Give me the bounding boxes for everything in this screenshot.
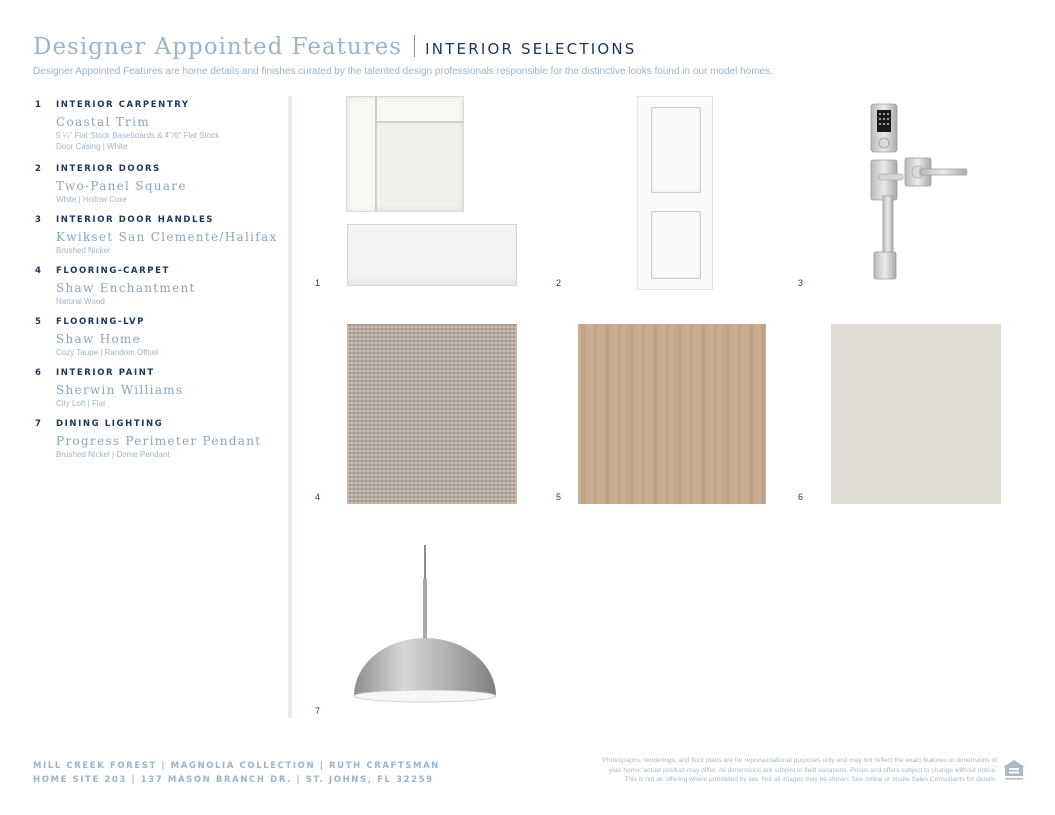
feature-name: Progress Perimeter Pendant — [56, 434, 262, 448]
address-line: HOME SITE 203 | 137 MASON BRANCH DR. | ST. JOHNS, FL 32259 — [33, 775, 434, 785]
feature-detail: Brushed Nickel | Dome Pendant — [56, 450, 170, 459]
community-line: MILL CREEK FOREST | MAGNOLIA COLLECTION | RUTH CRAFTSMAN — [33, 761, 440, 771]
trim-baseboard-swatch — [347, 224, 517, 286]
feature-number: 7 — [35, 419, 43, 429]
trim-corner-swatch — [346, 96, 464, 212]
feature-name: Sherwin Williams — [56, 383, 184, 397]
feature-item — [35, 215, 285, 256]
title-subtitle: INTERIOR SELECTIONS — [425, 40, 637, 58]
tile-number: 7 — [315, 706, 321, 716]
feature-category: DINING LIGHTING — [56, 419, 164, 429]
tile-number: 1 — [315, 278, 321, 288]
carpet-swatch — [347, 324, 517, 504]
pendant-light-swatch-icon — [350, 543, 500, 708]
feature-number: 3 — [35, 215, 43, 225]
feature-number: 2 — [35, 164, 43, 174]
feature-item — [35, 317, 285, 358]
feature-name: Shaw Home — [56, 332, 142, 346]
lvp-swatch — [578, 324, 766, 504]
feature-number: 1 — [35, 100, 43, 110]
title-main: Designer Appointed Features — [33, 34, 403, 60]
feature-detail: Door Casing | White — [56, 142, 128, 151]
feature-item — [35, 164, 285, 205]
door-swatch — [637, 96, 713, 290]
intro-text: Designer Appointed Features are home details and finishes curated by the talented design professionals responsible for the distinctive looks found in our model homes. — [33, 66, 773, 77]
community-info — [33, 759, 440, 787]
feature-category: INTERIOR DOOR HANDLES — [56, 215, 215, 225]
tile-number: 5 — [556, 492, 562, 502]
feature-number: 6 — [35, 368, 43, 378]
feature-category: FLOORING-LVP — [56, 317, 145, 327]
paint-swatch — [831, 324, 1001, 504]
legal-disclaimer: Photographs, renderings, and floor plans are for representational purposes only and may not reflect the exact features or dimensions of your home; actual product may differ. All dimensions are subject to field variations. Prices and offers subject to change without notice. This is not an offering where prohibited by law. Not all images may be shown. See online or onsite Sales Consultants for details. — [602, 757, 997, 784]
equal-housing-opportunity-icon — [1002, 759, 1026, 781]
tile-number: 3 — [798, 278, 804, 288]
feature-item — [35, 266, 285, 307]
feature-category: INTERIOR CARPENTRY — [56, 100, 190, 110]
feature-number: 4 — [35, 266, 43, 276]
feature-detail: Natural Wood — [56, 297, 105, 306]
page-title — [33, 34, 637, 60]
feature-detail: Brushed Nickel — [56, 246, 110, 255]
feature-category: FLOORING-CARPET — [56, 266, 170, 276]
tile-number: 2 — [556, 278, 562, 288]
feature-name: Coastal Trim — [56, 115, 150, 129]
vertical-divider — [288, 96, 292, 718]
feature-detail: City Loft | Flat — [56, 399, 106, 408]
feature-item — [35, 368, 285, 409]
feature-number: 5 — [35, 317, 43, 327]
feature-detail: White | Hollow Core — [56, 195, 127, 204]
feature-detail: Cozy Taupe | Random Offset — [56, 348, 159, 357]
feature-category: INTERIOR DOORS — [56, 164, 161, 174]
tile-number: 4 — [315, 492, 321, 502]
door-handle-swatch-icon — [862, 100, 972, 285]
feature-name: Two-Panel Square — [56, 179, 187, 193]
title-separator — [414, 35, 415, 57]
feature-name: Shaw Enchantment — [56, 281, 196, 295]
feature-item — [35, 419, 285, 460]
feature-item — [35, 100, 285, 152]
feature-name: Kwikset San Clemente/Halifax — [56, 230, 278, 244]
feature-category: INTERIOR PAINT — [56, 368, 155, 378]
feature-detail: 5 ¼" Flat Stock Baseboards & 4"/6" Flat Stock — [56, 131, 220, 140]
tile-number: 6 — [798, 492, 804, 502]
